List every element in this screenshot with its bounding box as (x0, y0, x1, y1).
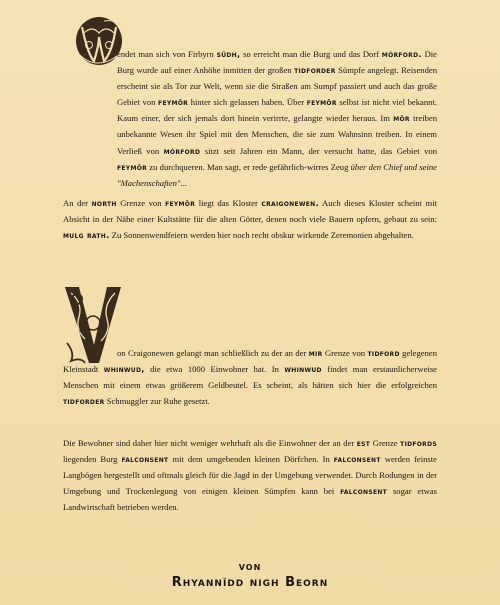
text-segment: liegt das Kloster (195, 198, 262, 208)
name-word: tidforder (294, 65, 336, 76)
text-segment: sitzt seit Jahren ein Mann, der versucht hatte, das Gebiet von (200, 145, 437, 156)
paragraph-3 (63, 345, 437, 409)
text-segment: zu durchqueren. Man sagt, er rede gefährlich-wirres Zeug (147, 161, 351, 172)
text-segment: findet man erstaunlicherweise Menschen mit einem etwas größerem Geldbeutel. Es scheint, als hätten sich hier die erfolgreichen (63, 364, 437, 391)
text-segment: werden feinste Langbögen hergestellt und oftmals gleich für die Jagd in der Umgebung verwendet. Durch Rodungen in der Umgebung und Trockenlegung von einigen kleinen Sümpfen kann bei (63, 454, 437, 497)
paragraph-4 (63, 435, 437, 515)
text-segment: die etwa 1000 Einwohner hat. In (144, 364, 285, 375)
text-segment: on Craigonewen gelangt man schließlich zu der an der (117, 348, 309, 358)
name-word: mulg rath. (63, 230, 110, 241)
name-word: falconsent (121, 454, 169, 465)
text-segment: mit dem umgebenden kleinen Dörfchen. In (168, 454, 334, 465)
text-segment: liegenden Burg (63, 454, 122, 465)
signature-author: Rhyannîdd nigh Beorn (171, 575, 329, 590)
name-word: north (91, 198, 117, 208)
name-word: feymôr (158, 97, 189, 108)
name-word: whinwud (284, 364, 322, 375)
text-segment: Die Bewohner sind daher hier nicht weniger wehrhaft als die Einwohner der an der (63, 438, 357, 448)
name-word: feymôr (165, 198, 196, 208)
text-segment: ... (180, 177, 187, 188)
text-segment: Zu Sonnenwendfeiern werden hier noch recht obskur wirkende Zeremonien abgehalten. (109, 230, 414, 241)
text-segment: An der (63, 198, 92, 208)
name-word: feymôr (117, 161, 148, 172)
text-segment: hinter sich gelassen haben. Über (188, 97, 307, 108)
text-segment: so erreicht man die Burg und das Dorf (240, 49, 382, 59)
text-segment: Auch dieses Kloster scheint mit Absicht in der Nähe einer Kultstätte für die alten Götter, denen noch viele Bauern opfern, gebaut zu sein: (63, 198, 438, 225)
signature-von: von (238, 560, 262, 573)
name-word: mir (308, 348, 323, 358)
name-word: falconsent (333, 454, 381, 465)
text-segment: endet man sich von Firbyrn (117, 49, 217, 59)
text-segment: Sümpfe angelegt. Reisenden erscheint sie als Tor zur Welt, wenn sie die Straßen am Sumpf passiert und auch das große Gebiet von (117, 65, 437, 108)
name-word: whinwud, (103, 364, 145, 375)
paragraph-1 (63, 46, 437, 191)
name-word: falconsent (340, 486, 388, 497)
name-word: tidforder (63, 396, 105, 407)
name-word: tidfords (400, 438, 437, 448)
text-segment: sogar etwas Landwirtschaft betrieben werden. (63, 486, 437, 513)
text-segment: treiben unbekannte Wesen ihr Spiel mit den Menschen, die sie zum Wahnsinn treiben. In einem Verließ von (117, 113, 437, 156)
text-segment: Schmuggler zur Ruhe gesetzt. (104, 396, 210, 407)
name-word: craigonewen. (261, 198, 319, 208)
text-segment: Grenze von (116, 198, 166, 208)
name-word: mórford (163, 145, 201, 156)
name-word: est (356, 438, 371, 448)
name-word: südh, (216, 49, 241, 59)
text-segment: gelegenen Kleinstadt (63, 348, 437, 375)
paragraph-2 (63, 195, 437, 243)
text-segment: Die Burg wurde auf einer Anhöhe inmitten der großen (117, 49, 437, 76)
text-segment: Grenze von (322, 348, 368, 358)
italic-phrase: über den Chief und seine "Machenschaften" (117, 161, 437, 188)
text-segment: Grenze (370, 438, 401, 448)
name-word: tidford (367, 348, 400, 358)
name-word: feymôr (306, 97, 337, 108)
name-word: môr (393, 113, 410, 124)
name-word: mórford. (381, 49, 422, 59)
text-segment: selbst ist nicht viel bekannt. Kaum einer, der sich jemals dort hinein verirrte, gelangte wieder heraus. Im (117, 97, 437, 124)
